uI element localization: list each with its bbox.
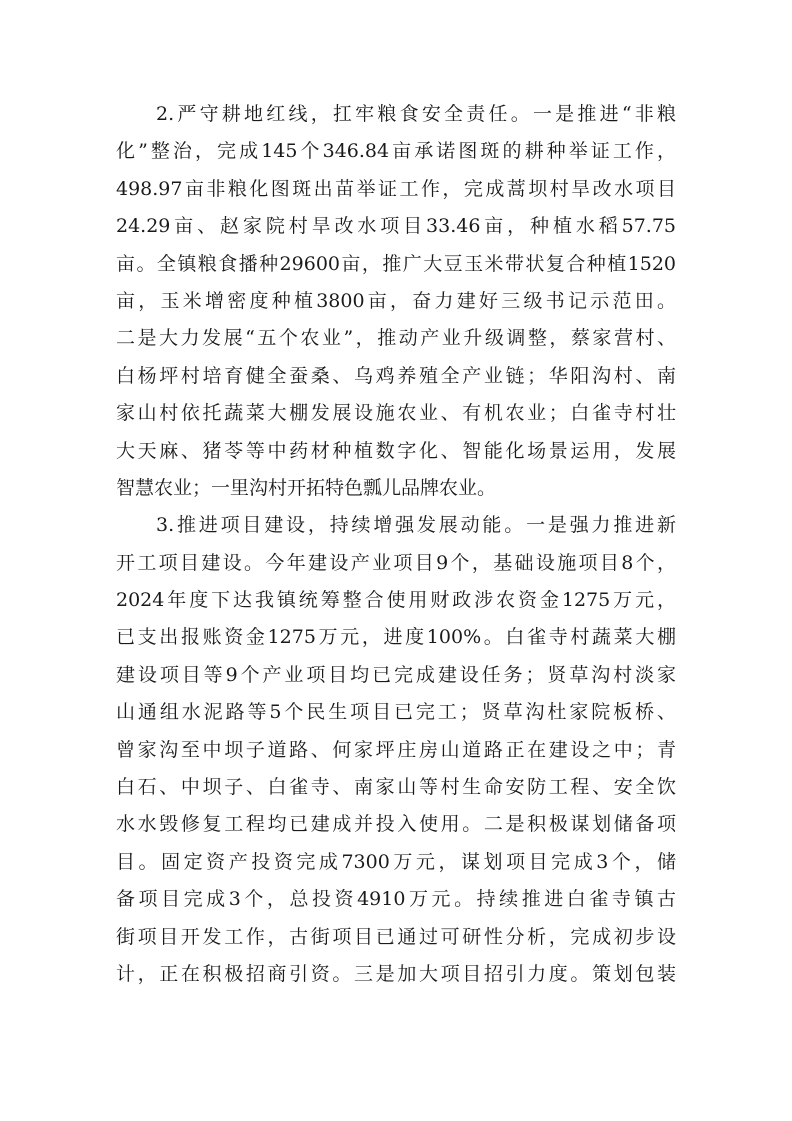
text-line: 计，正在积极招商引资。三是加大项目招引力度。策划包装 (116, 962, 676, 985)
text-line: 498.97亩非粮化图斑出苗举证工作，完成蒿坝村旱改水项目 (116, 177, 676, 200)
text-line: 亩，玉米增密度种植3800亩，奋力建好三级书记示范田。 (116, 289, 676, 312)
text-line: 智慧农业；一里沟村开拓特色瓢儿品牌农业。 (116, 476, 497, 499)
paragraph-project-construction (116, 507, 676, 993)
text-line: 家山村依托蔬菜大棚发展设施农业、有机农业；白雀寺村壮 (116, 402, 676, 425)
paragraph-farmland-grain-security (116, 96, 676, 507)
text-line: 已支出报账资金1275万元，进度100%。白雀寺村蔬菜大棚 (116, 626, 676, 649)
text-line: 大天麻、猪苓等中药材种植数字化、智能化场景运用，发展 (116, 439, 676, 462)
text-line: 开工项目建设。今年建设产业项目9个，基础设施项目8个， (116, 551, 676, 574)
text-line: 化”整治，完成145个346.84亩承诺图斑的耕种举证工作， (116, 140, 676, 163)
text-line: 建设项目等9个产业项目均已完成建设任务；贤草沟村淡家 (116, 663, 676, 686)
text-line: 亩。全镇粮食播种29600亩，推广大豆玉米带状复合种植1520 (116, 252, 676, 275)
text-line: 水水毁修复工程均已建成并投入使用。二是积极谋划储备项 (116, 813, 676, 836)
text-line: 2.严守耕地红线，扛牢粮食安全责任。一是推进“非粮 (156, 103, 676, 125)
text-line: 3.推进项目建设，持续增强发展动能。一是强力推进新 (156, 514, 676, 537)
text-line: 2024年度下达我镇统筹整合使用财政涉农资金1275万元， (116, 589, 676, 612)
text-line: 街项目开发工作，古街项目已通过可研性分析，完成初步设 (116, 925, 676, 948)
text-line: 二是大力发展“五个农业”，推动产业升级调整，蔡家营村、 (116, 327, 676, 350)
text-line: 24.29亩、赵家院村旱改水项目33.46亩，种植水稻57.75 (116, 215, 676, 238)
document-body (116, 96, 676, 993)
text-line: 白石、中坝子、白雀寺、南家山等村生命安防工程、安全饮 (116, 776, 676, 799)
text-line: 山通组水泥路等5个民生项目已完工；贤草沟杜家院板桥、 (116, 701, 676, 724)
text-line: 备项目完成3个，总投资4910万元。持续推进白雀寺镇古 (116, 888, 676, 911)
text-line: 曾家沟至中坝子道路、何家坪庄房山道路正在建设之中；青 (116, 738, 676, 761)
text-line: 白杨坪村培育健全蚕桑、乌鸡养殖全产业链；华阳沟村、南 (116, 364, 676, 387)
text-line: 目。固定资产投资完成7300万元，谋划项目完成3个，储 (116, 850, 676, 873)
